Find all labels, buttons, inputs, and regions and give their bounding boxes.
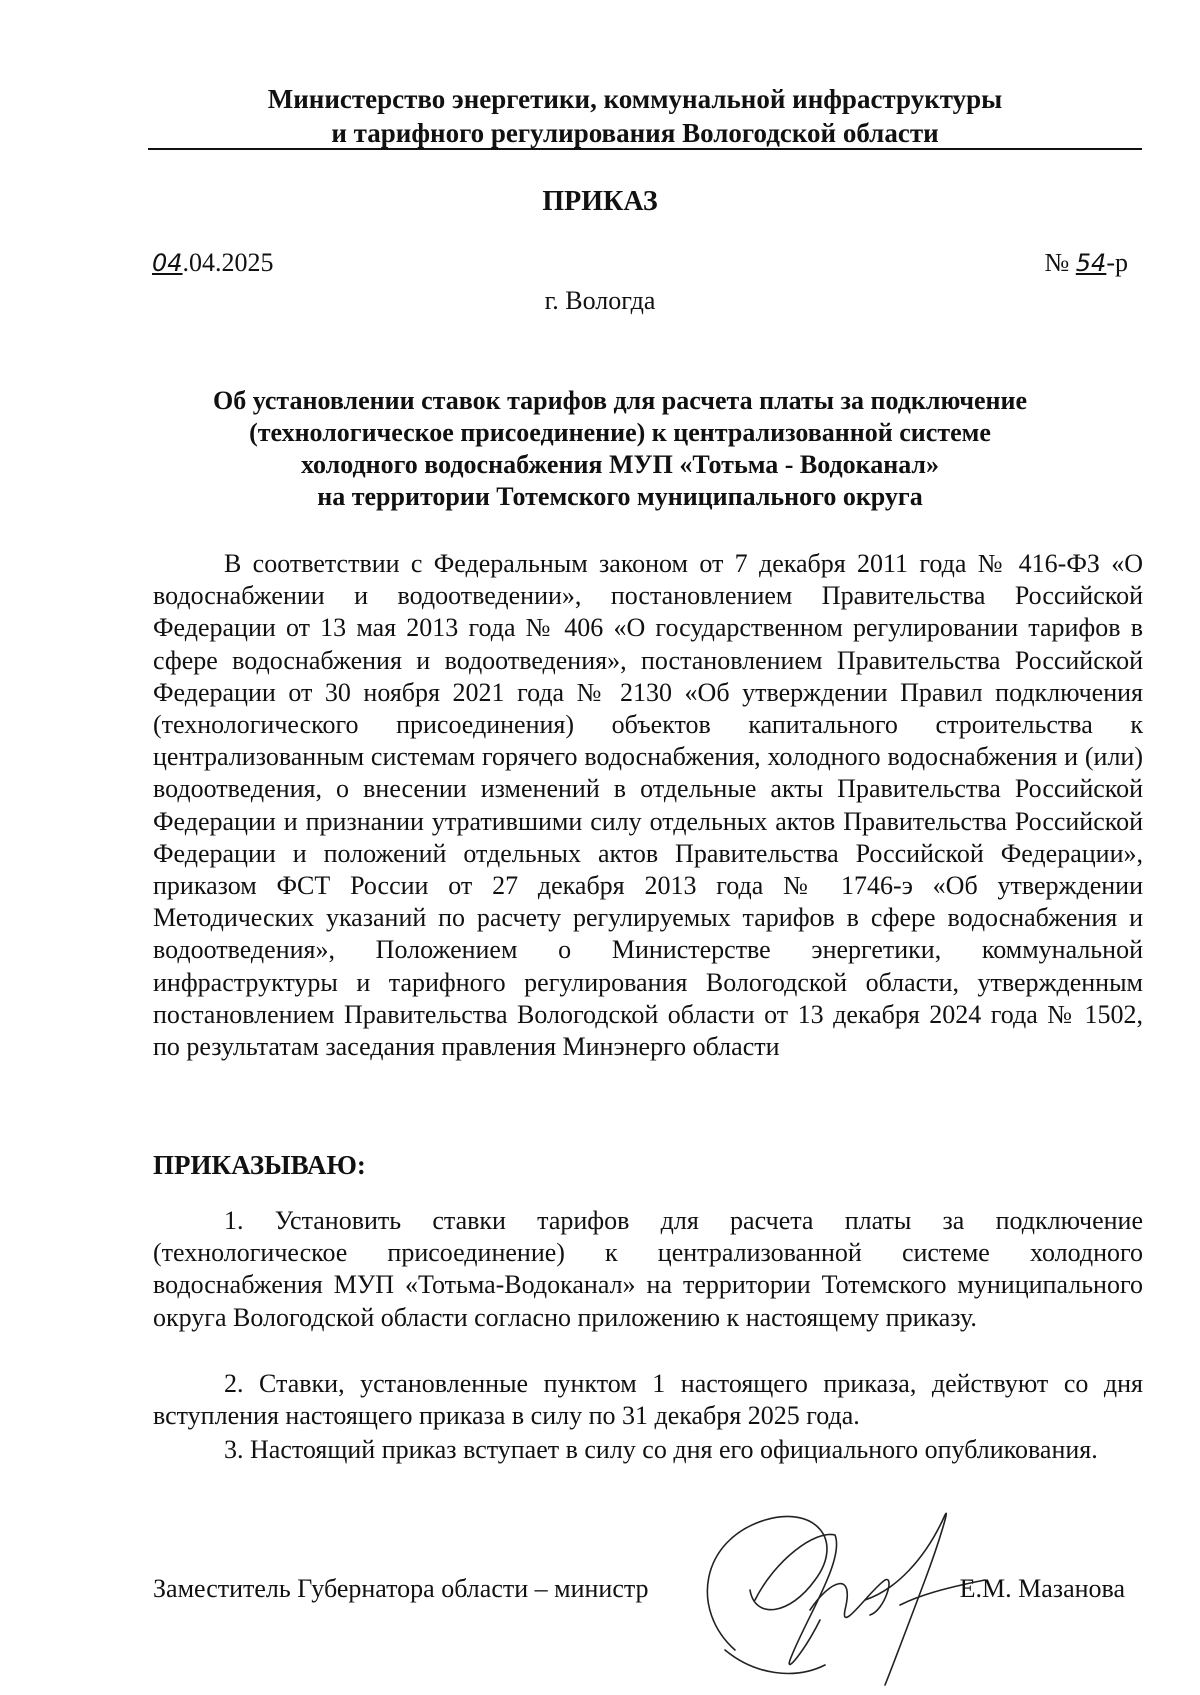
order-item-3: 3. Настоящий приказ вступает в силу со дня его официального опубликования. bbox=[224, 1435, 1098, 1464]
subject-line-1: Об установлении ставок тарифов для расчета платы за подключение bbox=[212, 386, 1028, 415]
signatory-title: Заместитель Губернатора области – министр bbox=[153, 1574, 649, 1603]
date-rest: .04.2025 bbox=[182, 248, 274, 277]
number-prefix: № bbox=[1044, 248, 1076, 277]
document-type: ПРИКАЗ bbox=[542, 186, 658, 217]
ministry-header bbox=[130, 82, 1140, 150]
preamble-paragraph: В соответствии с Федеральным законом от 7 декабря 2011 года № 416-ФЗ «О водоснабжении и водоотведении», постановлением Правительства Российской Федерации от 13 мая 2013 года № 406 «О государственном регулировании тарифов в сфере водоснабжения и водоотведения», постановлением Правительства Российской Федерации от 30 ноября 2021 года № 2130 «Об утверждении Правил подключения (технологического присоединения) объектов капитального строительства к централизованным системам горячего водоснабжения, холодного водоснабжения и (или) водоотведения, о внесении изменений в отдельные акты Правительства Российской Федерации и признании утратившими силу отдельных актов Правительства Российской Федерации и положений отдельных актов Правительства Российской Федерации», приказом ФСТ России от 27 декабря 2013 года № 1746-э «Об утверждении Методических указаний по расчету регулируемых тарифов в сфере водоснабжения и водоотведения», Положением о Министерстве энергетики, коммунальной инфраструктуры и тарифного регулирования Вологодской области, утвержденным постановлением Правительства Вологодской области от 13 декабря 2024 года № 1502, по результатам заседания правления Минэнерго области bbox=[153, 549, 1143, 1062]
date-day-handwritten: 04 bbox=[152, 249, 183, 277]
subject-line-3: холодного водоснабжения МУП «Тотьма - Водоканал» bbox=[300, 450, 940, 479]
subject-line-2: (технологическое присоединение) к централизованной системе bbox=[249, 418, 991, 447]
subject-line-4: на территории Тотемского муниципального округа bbox=[317, 482, 923, 511]
orders-word: ПРИКАЗЫВАЮ: bbox=[153, 1150, 366, 1180]
ministry-line-1: Министерство энергетики, коммунальной инфраструктуры bbox=[267, 84, 1003, 114]
number-handwritten: 54 bbox=[1075, 249, 1107, 277]
ministry-line-2: и тарифного регулирования Вологодской области bbox=[331, 118, 939, 148]
document-number bbox=[1044, 248, 1128, 278]
order-item-2: 2. Ставки, установленные пунктом 1 настоящего приказа, действуют со дня вступления настоящего приказа в силу по 31 декабря 2025 года. bbox=[153, 1369, 1143, 1431]
number-suffix: -р bbox=[1106, 248, 1128, 277]
document-city: г. Вологда bbox=[544, 286, 656, 315]
document-date bbox=[152, 248, 274, 278]
document-subject bbox=[150, 385, 1090, 513]
signatory-name: Е.М. Мазанова bbox=[959, 1574, 1125, 1603]
order-item-1: 1. Установить ставки тарифов для расчета платы за подключение (технологическое присоединение) к централизованной системе холодного водоснабжения МУП «Тотьма-Водоканал» на территории Тотемского муниципального округа Вологодской области согласно приложению к настоящему приказу. bbox=[153, 1206, 1143, 1332]
handwritten-signature bbox=[695, 1500, 995, 1690]
header-divider bbox=[148, 148, 1142, 150]
